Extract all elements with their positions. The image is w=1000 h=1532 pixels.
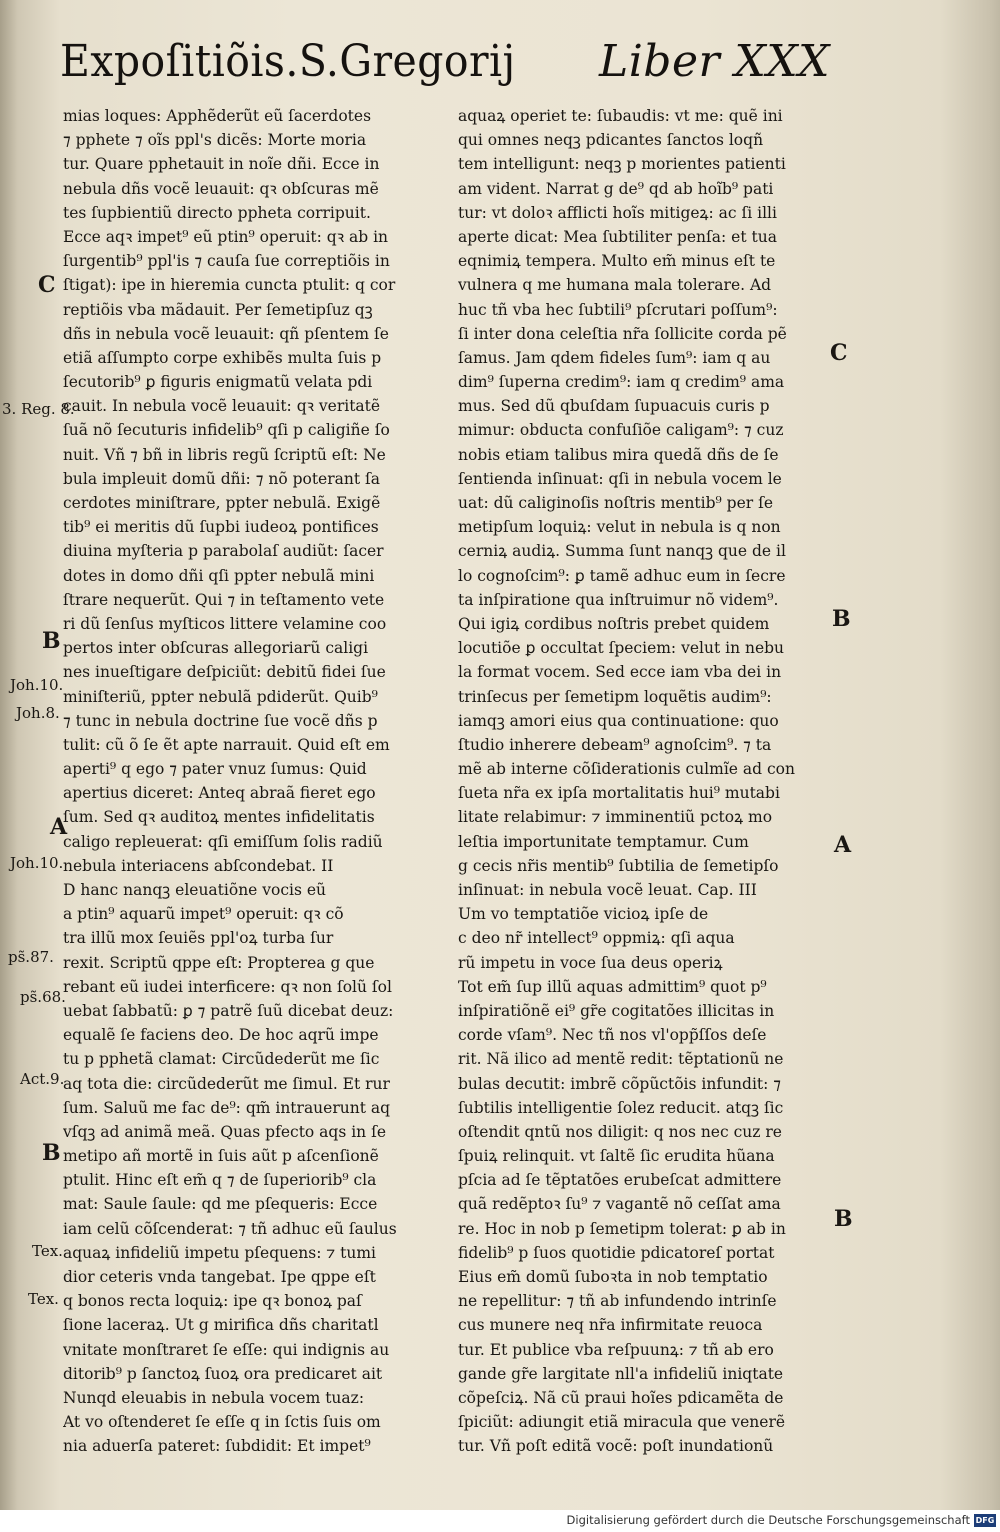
margin-tex-1: Tex.	[32, 1242, 63, 1260]
text-line: ſione laceraꝝ. Ut g mirifica dñs charitatl	[63, 1316, 379, 1335]
text-line: uebat ſabbatũ: ꝑ ⁊ patrẽ ſuũ dicebat deuz:	[63, 1001, 394, 1020]
text-line: qui omnes neqꝫ pdicantes ſanctos loqñ	[458, 131, 764, 150]
text-line: nebula interiacens abſcondebat. II	[63, 856, 334, 875]
text-line: vnitate monſtraret ſe eſſe: qui indignis au	[63, 1340, 390, 1359]
text-line: ſtudio inherere debeam⁹ agnoſcim⁹. ⁊ ta	[458, 735, 772, 754]
dfg-logo-icon: DFG	[975, 1516, 995, 1525]
text-line: am vident. Narrat g de⁹ qd ab hoĩb⁹ pati	[458, 179, 774, 198]
text-line: dior ceteris vnda tangebat. Ipe qppe eſt	[63, 1268, 376, 1286]
text-line: nobis etiam talibus mira quedã dñs de ſe	[458, 445, 779, 464]
text-line: dotes in domo dñi qſi ppter nebulã mini	[63, 566, 375, 585]
digitization-footer	[0, 1510, 1000, 1532]
text-line: bula impleuit domũ dñi: ⁊ nõ poterant ſa	[63, 469, 381, 488]
text-line: q bonos recta loquiꝝ: ipe qꝛ bonoꝝ paſ	[63, 1292, 362, 1311]
margin-ref-ps-68: ps̃.68.	[20, 988, 66, 1006]
text-line: ⁊ tunc in nebula doctrine ſue vocẽ dñs p	[63, 711, 378, 730]
text-line: Nunqd eleuabis in nebula vocem tuaz:	[63, 1388, 365, 1407]
text-line: tra illũ mox ſeuiẽs ppl'oꝝ turba ſur	[63, 929, 334, 948]
text-line: iamqꝫ amori eius qua continuatione: quo	[458, 711, 779, 730]
text-line: aq tota die: circũdederũt me ſimul. Et rur	[63, 1074, 390, 1093]
text-line: etiã aſſumpto corpe exhibẽs multa ſuis p	[63, 348, 382, 367]
text-line: fidelib⁹ p ſuos quotidie pdicatoreſ portat	[458, 1243, 775, 1262]
text-line: dñs in nebula vocẽ leuauit: qñ pſentem ſe	[63, 324, 389, 343]
margin-ref-3-reg-8: 3. Reg. 8.	[2, 400, 75, 418]
text-line: aperti⁹ q ego ⁊ pater vnuz ſumus: Quid	[63, 760, 367, 779]
margin-ref-joh-10: Joh.10.	[10, 676, 64, 694]
margin-marker-b-2: B	[42, 1140, 61, 1166]
text-line: mẽ ab interne cõſiderationis culmĩe ad con	[458, 760, 795, 779]
text-line: ſurgentib⁹ ppl'is ⁊ cauſa ſue correptiõis in	[63, 252, 390, 271]
text-line: huc tñ vba hec ſubtili⁹ pſcrutari poſſum⁹:	[458, 300, 778, 319]
text-line: cõpeſciꝝ. Nã cũ praui hoĩes pdicamẽta de	[458, 1388, 784, 1407]
margin-ref-joh-10b: Joh.10.	[10, 854, 64, 872]
text-line: Eius em̃ domũ ſuboꝛta in nob temptatio	[458, 1268, 768, 1286]
text-line: mat: Saule ſaule: qd me pſequeris: Ecce	[63, 1195, 378, 1214]
text-line: aperte dicat: Mea ſubtiliter penſa: et tua	[458, 227, 777, 246]
text-line: rũ impetu in voce ſua deus operiꝝ	[458, 953, 723, 972]
text-line: a ptin⁹ aquarũ impet⁹ operuit: qꝛ cõ	[63, 905, 344, 924]
text-line: ſentienda inſinuat: qſi in nebula vocem le	[458, 469, 782, 488]
text-line: ne repellitur: ⁊ tñ ab infundendo intrinſe	[458, 1292, 777, 1311]
text-line: D hanc nanqꝫ eleuatiõne vocis eũ	[63, 881, 327, 899]
text-line: ſamus. Jam qdem fideles ſum⁹: iam q au	[458, 348, 771, 367]
text-line: ta inſpiratione qua inſtruimur nõ videm⁹.	[458, 590, 779, 609]
margin-marker-b-right: B	[832, 606, 851, 632]
text-line: tulit: cũ õ ſe ẽt apte narrauit. Quid eſt em	[63, 735, 390, 754]
text-line: aquaꝝ operiet te: ſubaudis: vt me: quẽ ini	[458, 107, 783, 125]
text-line: tur: vt doloꝛ afflicti hoĩs mitigeꝝ: ac ſi illi	[458, 203, 777, 222]
margin-marker-a: A	[50, 814, 68, 840]
text-line: diuina myſteria p parabolaſ audiũt: ſacer	[63, 542, 384, 561]
text-line: mias loques: Apphẽderũt eũ ſacerdotes	[63, 107, 372, 125]
margin-ref-joh-8: Joh.8.	[16, 704, 60, 722]
text-line: nebula dñs vocẽ leuauit: qꝛ obſcuras mẽ	[63, 179, 379, 198]
text-line: mus. Sed dũ qbuſdam ſupuacuis curis p	[458, 397, 770, 416]
text-line: ſpiciũt: adiungit etiã miracula que venerẽ	[458, 1413, 786, 1432]
text-line: caligo repleuerat: qſi emiſſum ſolis radiũ	[63, 832, 383, 851]
text-line: c deo nr̃ intellect⁹ oppmiꝝ: qſi aqua	[458, 929, 735, 948]
text-line: inſinuat: in nebula vocẽ leuat. Cap. III	[458, 881, 757, 899]
margin-marker-c-right: C	[830, 340, 848, 366]
text-line: la format vocem. Sed ecce iam vba dei in	[458, 663, 782, 682]
text-line: ptulit. Hinc eſt em̃ q ⁊ de ſuperiorib⁹ cla	[63, 1171, 377, 1190]
text-line: inſpiratiõnẽ ei⁹ gr̃e cogitatões illicitas in	[458, 1001, 775, 1020]
text-line: reptiõis vba mãdauit. Per ſemetipſuz qꝫ	[63, 300, 373, 319]
text-line: re. Hoc in nob p ſemetipm tolerat: ꝑ ab in	[458, 1219, 786, 1238]
text-line: metipſum loquiꝝ: velut in nebula is q non	[458, 518, 781, 537]
text-line: cus munere neq nr̃a infirmitate reuoca	[458, 1316, 763, 1335]
text-line: ditorib⁹ p ſanctoꝝ ſuoꝝ ora predicaret ait	[63, 1364, 383, 1383]
text-line: leſtia importunitate temptamur. Cum	[458, 832, 749, 851]
text-line: tur. Quare pphetauit in noĩe dñi. Ecce in	[63, 155, 380, 174]
margin-ref-act-9: Act.9.	[20, 1070, 65, 1088]
text-line: tur. Vñ poſt editã vocẽ: poſt inundationũ	[458, 1437, 774, 1456]
text-line: locutiõe ꝑ occultat ſpeciem: velut in nebu	[458, 639, 785, 658]
text-line: ſuã nõ ſecuturis infidelib⁹ qſi p caligiñe ſo	[63, 421, 390, 440]
text-line: ri dũ ſenſus myſticos littere velamine coo	[63, 614, 387, 633]
text-line: At vo oſtenderet ſe eſſe q in ſctis ſuis om	[63, 1413, 381, 1432]
running-title: Expoſitiõis.S.Gregorij	[60, 36, 516, 87]
text-line: tib⁹ ei meritis dũ ſupbi iudeoꝝ pontifices	[63, 518, 379, 537]
text-line: iam celũ cõſcenderat: ⁊ tñ adhuc eũ ſaulus	[63, 1219, 397, 1238]
margin-marker-c: C	[38, 272, 56, 298]
margin-tex-2: Tex.	[28, 1290, 59, 1308]
text-line: ſtigat): ipe in hieremia cuncta ptulit: q cor	[63, 276, 396, 295]
text-line: vulnera q me humana mala tolerare. Ad	[458, 276, 772, 295]
text-line: eqnimiꝝ tempera. Multo em̃ minus eſt te	[458, 252, 776, 271]
text-line: ſubtilis intelligentie ſolez reducit. atqꝫ ſic	[458, 1098, 784, 1117]
text-line: metipo añ mortẽ in ſuis aũt p aſcenſionẽ	[63, 1147, 379, 1166]
left-text-column	[63, 104, 433, 1459]
text-line: nuit. Vñ ⁊ bñ in libris regũ ſcriptũ eſt: Ne	[63, 445, 386, 464]
text-line: tes ſupbientiũ directo ppheta corripuit.	[63, 203, 371, 222]
text-line: oſtendit qntũ nos diligit: q nos nec cuz re	[458, 1122, 782, 1141]
text-line: corde vſam⁹. Nec tñ nos vl'opp̃ſſos deſe	[458, 1026, 767, 1045]
text-line: Qui igiꝝ cordibus noſtris prebet quidem	[458, 614, 770, 633]
text-line: apertius diceret: Anteq abraã fieret ego	[63, 784, 376, 803]
text-line: lo cognoſcim⁹: ꝑ tamẽ adhuc eum in ſecre	[458, 566, 786, 585]
text-line: ſpuiꝝ relinquit. vt ſaltẽ ſic erudita hũana	[458, 1147, 775, 1166]
text-line: aquaꝝ infideliũ impetu pſequens: ⁊ tumi	[63, 1243, 377, 1262]
text-line: ſum. Saluũ me fac de⁹: qm̃ intrauerunt aq	[63, 1098, 391, 1117]
text-line: tu p pphetã clamat: Circũdederũt me ſic	[63, 1050, 380, 1069]
margin-ref-ps-87: ps̃.87.	[8, 948, 54, 966]
text-line: litate relabimur: ⁊ imminentiũ pctoꝝ mo	[458, 808, 773, 827]
text-line: rebant eũ iudei interficere: qꝛ non ſolũ ſol	[63, 977, 392, 996]
text-line: ſueta nr̃a ex ipſa mortalitatis hui⁹ mutabi	[458, 784, 780, 803]
text-line: ſecutorib⁹ ꝑ figuris enigmatũ velata pdi	[63, 373, 373, 392]
text-line: dim⁹ ſuperna credim⁹: iam q credim⁹ ama	[458, 373, 785, 392]
text-line: ſum. Sed qꝛ auditoꝝ mentes infidelitatis	[63, 808, 375, 827]
text-line: quã redẽptoꝛ ſu⁹ ⁊ vagantẽ nõ ceſſat ama	[458, 1195, 781, 1214]
margin-marker-a-right: A	[834, 832, 852, 858]
text-line: ⁊ pphete ⁊ oĩs ppl's dicẽs: Morte moria	[63, 131, 367, 150]
text-line: miniſteriũ, ppter nebulã pdiderũt. Quib⁹	[63, 687, 378, 706]
text-line: nes inueſtigare deſpiciũt: debitũ fidei ſue	[63, 663, 386, 682]
text-line: cerdotes miniſtrare, ppter nebulã. Exigẽ	[63, 494, 381, 512]
margin-marker-b-right-2: B	[834, 1206, 853, 1232]
text-line: equalẽ ſe faciens deo. De hoc aqrũ impe	[63, 1026, 379, 1045]
text-line: vſqꝫ ad animã meã. Quas pfecto aqs in ſe	[63, 1122, 386, 1141]
text-line: tur. Et publice vba reſpuunꝝ: ⁊ tñ ab ero	[458, 1340, 774, 1359]
text-line: g cecis nr̃is mentib⁹ ſubtilia de ſemetipſo	[458, 856, 779, 875]
text-line: Tot em̃ ſup illũ aquas admittim⁹ quot p⁹	[458, 977, 767, 996]
margin-marker-b: B	[42, 628, 61, 654]
text-line: trinſecus per ſemetipm loquẽtis audim⁹:	[458, 687, 772, 706]
text-line: mimur: obducta confuſiõe caligam⁹: ⁊ cuz	[458, 421, 784, 440]
text-line: tem intelligunt: neqꝫ p morientes patienti	[458, 155, 786, 174]
text-line: uat: dũ caliginoſis noſtris mentib⁹ per ſe	[458, 494, 774, 512]
funding-notice: Digitalisierung gefördert durch die Deutsche Forschungsgemeinschaft	[566, 1513, 970, 1527]
text-line: bulas decutit: imbrẽ cõpũctõis infundit: ⁊	[458, 1074, 781, 1093]
text-line: cauit. In nebula vocẽ leuauit: qꝛ veritatẽ	[63, 397, 381, 416]
text-line: pſcia ad ſe tẽptatões erubeſcat admittere	[458, 1171, 782, 1190]
book-number: Liber XXX	[599, 36, 830, 87]
text-line: ſtrare nequerũt. Qui ⁊ in teſtamento vete	[63, 590, 385, 609]
text-line: rit. Nã ilico ad mentẽ redit: tẽptationũ ne	[458, 1050, 784, 1069]
text-line: pertos inter obſcuras allegoriarũ caligi	[63, 639, 369, 658]
page-header	[60, 36, 830, 102]
text-line: ſi inter dona celeſtia nr̃a ſollicite corda pẽ	[458, 324, 787, 343]
text-line: rexit. Scriptũ qppe eſt: Propterea g que	[63, 953, 375, 972]
text-line: Ecce aqꝛ impet⁹ eũ ptin⁹ operuit: qꝛ ab in	[63, 227, 389, 246]
text-line: gande gr̃e largitate nll'a infideliũ iniqtate	[458, 1364, 784, 1383]
right-text-column	[458, 104, 828, 1459]
text-line: Um vo temptatiõe vicioꝝ ipſe de	[458, 905, 709, 924]
text-line: cerniꝝ audiꝝ. Summa ſunt nanqꝫ que de il	[458, 542, 786, 561]
text-line: nia aduerſa pateret: ſubdidit: Et impet⁹	[63, 1437, 371, 1456]
